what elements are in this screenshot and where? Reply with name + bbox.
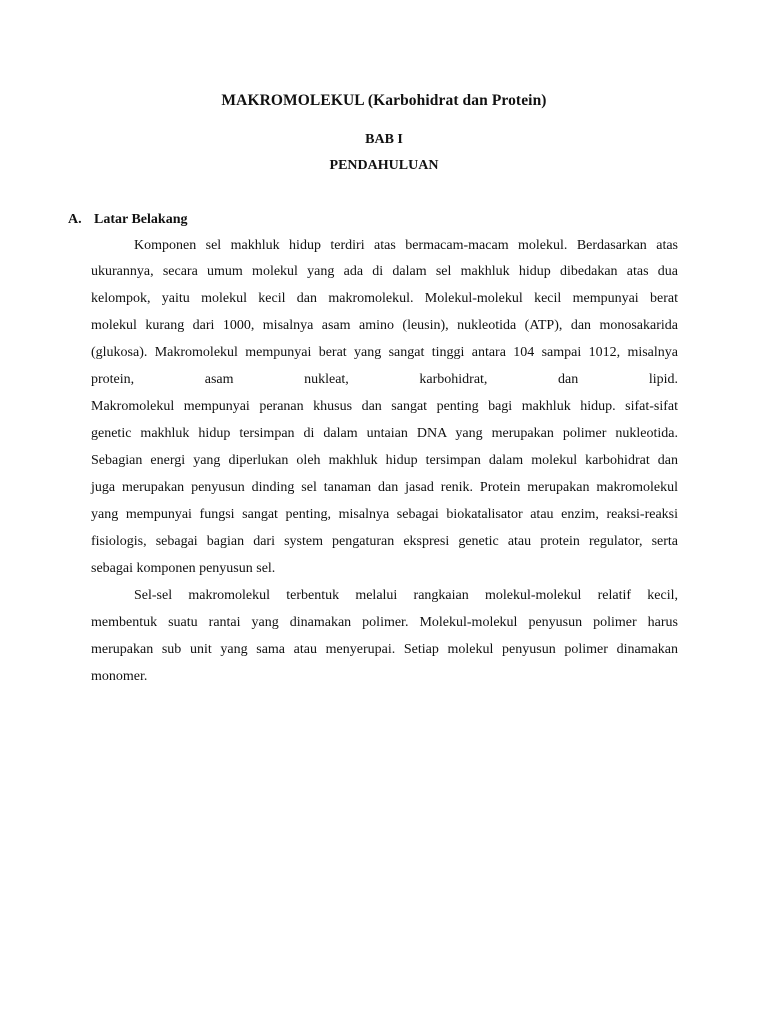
paragraph-1-line-13: sebagai komponen penyusun sel. — [91, 561, 276, 576]
paragraph-2-line-3: merupakan sub unit yang sama atau menyerupai. Setiap molekul penyusun polimer dinamakan — [91, 642, 678, 657]
paragraph-1-line-8: genetic makhluk hidup tersimpan di dalam untaian DNA yang merupakan polimer nukleotida. — [91, 426, 678, 441]
paragraph-1-line-3: kelompok, yaitu molekul kecil dan makromolekul. Molekul-molekul kecil mempunyai berat — [91, 291, 678, 306]
chapter-title: PENDAHULUAN — [329, 158, 439, 173]
section-letter: A. — [68, 212, 82, 227]
document-title: MAKROMOLEKUL (Karbohidrat dan Protein) — [221, 92, 547, 109]
paragraph-2-line-2: membentuk suatu rantai yang dinamakan polimer. Molekul-molekul penyusun polimer harus — [91, 615, 678, 630]
paragraph-1-line-2: ukurannya, secara umum molekul yang ada di dalam sel makhluk hidup dibedakan atas dua — [91, 264, 678, 279]
paragraph-2-line-1: Sel-sel makromolekul terbentuk melalui rangkaian molekul-molekul relatif kecil, — [134, 588, 678, 603]
paragraph-1-line-7: Makromolekul mempunyai peranan khusus dan sangat penting bagi makhluk hidup. sifat-sifat — [91, 399, 678, 414]
paragraph-1-line-11: yang mempunyai fungsi sangat penting, misalnya sebagai biokatalisator atau enzim, reaksi-reaksi — [91, 507, 678, 522]
paragraph-2-line-4: monomer. — [91, 669, 148, 684]
paragraph-1-line-6: protein, asam nukleat, karbohidrat, dan lipid. — [91, 372, 678, 387]
paragraph-1-line-10: juga merupakan penyusun dinding sel tanaman dan jasad renik. Protein merupakan makromolekul — [91, 480, 678, 495]
section-heading — [68, 212, 187, 228]
paragraph-1-line-12: fisiologis, sebagai bagian dari system pengaturan ekspresi genetic atau protein regulator, serta — [91, 534, 678, 549]
chapter-number: BAB I — [365, 132, 403, 147]
paragraph-1-line-1: Komponen sel makhluk hidup terdiri atas bermacam-macam molekul. Berdasarkan atas — [134, 238, 678, 253]
paragraph-1-line-9: Sebagian energi yang diperlukan oleh makhluk hidup tersimpan dalam molekul karbohidrat dan — [91, 453, 678, 468]
paragraph-1-line-4: molekul kurang dari 1000, misalnya asam amino (leusin), nukleotida (ATP), dan monosakarida — [91, 318, 678, 333]
section-title: Latar Belakang — [94, 212, 188, 227]
paragraph-1-line-5: (glukosa). Makromolekul mempunyai berat yang sangat tinggi antara 104 sampai 1012, misalnya — [91, 345, 678, 360]
